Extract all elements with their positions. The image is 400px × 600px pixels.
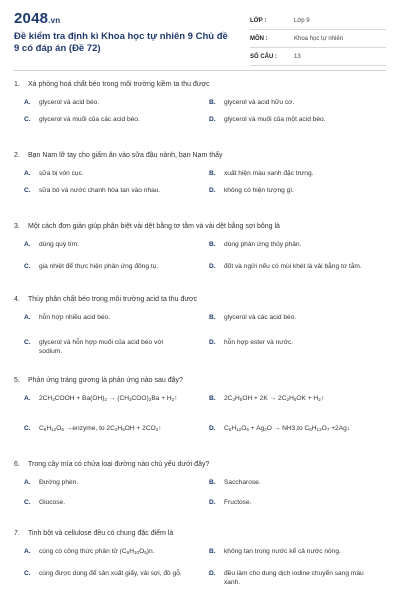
question-text [14,151,386,161]
question-3 [14,222,386,270]
option-letter: C. [24,187,31,194]
formula-text: cùng có công thức phân tử (C [39,548,127,555]
question-stem: Tinh bột và cellulose đều có chung đặc điểm là [28,530,174,537]
question-7 [14,529,386,586]
option-c[interactable] [24,338,184,356]
formula-text: )n. [146,548,155,555]
subscript: 2 [114,427,118,432]
option-b[interactable] [209,478,369,487]
option-d[interactable] [209,424,369,434]
formula-text: H [231,425,237,432]
option-b[interactable] [209,394,369,404]
header-divider [14,70,386,71]
option-text: sữa bị vón cục. [39,170,84,177]
option-letter: C. [24,116,31,123]
question-4 [14,295,386,355]
subscript: 5 [239,397,243,402]
option-c[interactable] [24,262,184,271]
option-text: dùng phản ứng thủy phân. [224,241,302,248]
formula-text: ↑ [158,425,162,432]
meta-value: Lớp 9 [294,17,310,24]
option-text [224,424,369,434]
formula-text: O [139,548,145,555]
option-text: đốt và ngửi nếu có mùi khét là vải bằng tơ tằm. [224,263,362,270]
option-letter: A. [24,548,31,555]
option-letter: A. [24,99,31,106]
question-number: 2. [14,152,20,159]
question-stem: Xà phòng hoá chất béo trong môi trường kiềm ta thu được [28,81,210,88]
document-title: Đề kiểm tra định kì Khoa học tự nhiên 9 Chủ đề 9 có đáp án (Đề 72) [14,31,228,54]
formula-text: → (CH [106,395,129,402]
option-letter: D. [209,339,216,346]
subscript: 2 [286,397,290,402]
option-text [39,394,184,404]
option-text: dùng quỳ tím. [39,241,79,248]
option-letter: D. [209,263,216,270]
formula-text: ↑ [174,395,178,402]
option-text: cùng được dùng để sản xuất giấy, vải sợi, đồ gỗ. [39,570,182,577]
formula-text: O [56,425,62,432]
option-d[interactable] [209,115,369,124]
option-a[interactable] [24,547,184,557]
subscript: 12 [51,427,57,432]
formula-text: H [129,548,134,555]
option-text: Glucose. [39,499,66,506]
formula-text: O [241,425,247,432]
option-letter: B. [209,99,216,106]
option-text: hỗn hợp nhiều acid béo. [39,314,111,321]
option-text: Đường phèn. [39,479,79,486]
subscript: 2 [318,397,321,402]
option-a[interactable] [24,478,184,487]
meta-value: 13 [294,53,301,60]
formula-text: OH + 2CO [124,425,156,432]
formula-text: O → NH3,to C [266,425,310,432]
formula-text: 2CH [39,395,53,402]
question-6 [14,460,386,506]
formula-text: OH + 2K → 2C [242,395,287,402]
subscript: 6 [61,427,64,432]
formula-text: OK + H [296,395,319,402]
option-letter: A. [24,479,31,486]
option-text [224,394,369,404]
option-text: đều làm cho dung dịch iodine chuyển sang màu xanh. [224,570,364,586]
option-text: hỗn hợp ester và nước. [224,339,294,346]
subscript: 6 [126,550,130,555]
subscript: 5 [144,550,147,555]
option-text: glycerol và muối của một acid béo. [224,116,326,123]
subscript: 6 [228,427,232,432]
option-letter: C. [24,263,31,270]
formula-text: H [46,425,52,432]
option-letter: B. [209,395,216,402]
option-letter: C. [24,425,31,432]
question-text [14,460,386,470]
option-letter: D. [209,570,216,577]
option-letter: D. [209,116,216,123]
option-text: glycerol và acid hữu cơ. [224,99,295,106]
formula-text: H [311,425,317,432]
option-a[interactable] [24,240,184,249]
meta-row-count [250,48,386,66]
question-stem: Phản ứng tráng gương là phản ứng nào sau đây? [28,377,183,384]
option-letter: B. [209,479,216,486]
question-stem: Bạn Nam lỡ tay cho giấm ăn vào sữa đậu nành, bạn Nam thấy [28,152,223,159]
option-letter: B. [209,548,216,555]
subscript: 5 [122,427,125,432]
option-text: gia nhiệt để thực hiện phản ứng đông tụ. [39,263,159,270]
option-letter: B. [209,314,216,321]
question-number: 1. [14,81,20,88]
option-letter: C. [24,570,31,577]
option-letter: A. [24,314,31,321]
formula-text: +2Ag↓ [329,425,351,432]
option-c[interactable] [24,569,184,578]
option-letter: D. [209,187,216,194]
option-a[interactable] [24,98,184,107]
subscript: 3 [52,397,55,402]
option-text: không có hiện tượng gì. [224,187,294,194]
question-stem: Trong cây mía có chứa loại đường nào chủ yếu dưới đây? [28,461,210,468]
question-stem: Thủy phân chất béo trong môi trường acid ta thu được [28,296,198,303]
header [14,10,386,66]
meta-label: SỐ CÂU : [250,53,277,60]
option-c[interactable] [24,498,184,507]
question-stem: Một cách đơn giản giúp phân biệt vải dệt bằng tơ tằm và vải dệt bằng sợi bông là [28,223,280,230]
option-b[interactable] [209,547,369,556]
meta-label: LỚP : [250,17,267,24]
option-b[interactable] [209,98,369,107]
option-text: glycerol và muối của các acid béo. [39,116,140,123]
option-letter: A. [24,170,31,177]
option-b[interactable] [209,169,369,178]
formula-text: COO) [131,395,149,402]
question-text [14,295,386,305]
option-a[interactable] [24,169,184,178]
formula-text: + Ag [248,425,265,432]
option-letter: D. [209,425,216,432]
meta-row-subject [250,30,386,48]
subscript: 2 [155,427,159,432]
option-text: glycerol và acid béo. [39,99,100,106]
site-logo[interactable] [14,10,60,27]
meta-row-class [250,12,386,30]
subscript: 5 [293,397,297,402]
option-letter: A. [24,395,31,402]
option-a[interactable] [24,394,184,404]
question-text [14,222,386,232]
question-1 [14,80,386,123]
subscript: 3 [128,397,132,402]
formula-text: O [321,425,327,432]
question-number: 4. [14,296,20,303]
option-c[interactable] [24,424,184,434]
subscript: 6 [246,427,249,432]
logo-suffix: .vn [48,16,61,25]
subscript: 7 [326,427,330,432]
formula-text: C [224,425,229,432]
subscript: 10 [133,550,140,555]
option-b[interactable] [209,240,369,249]
option-b[interactable] [209,313,369,322]
subscript: 2 [104,397,107,402]
option-letter: A. [24,241,31,248]
formula-text: H [289,395,294,402]
question-number: 5. [14,377,20,384]
option-letter: B. [209,170,216,177]
option-text: không tan trong nước kể cả nước nóng. [224,548,341,555]
option-c[interactable] [24,115,184,124]
question-text [14,529,386,539]
question-text [14,376,386,386]
formula-text: C [39,425,44,432]
option-text: sữa bò và nước chanh hòa tan vào nhau. [39,187,161,194]
option-text [39,547,184,557]
option-letter: D. [209,499,216,506]
formula-text: COOH + Ba(OH) [54,395,105,402]
question-number: 3. [14,223,20,230]
subscript: 6 [309,427,312,432]
option-d[interactable] [209,569,369,587]
option-letter: C. [24,339,31,346]
option-text: xuất hiện màu xanh đặc trưng. [224,170,314,177]
option-text: glycerol và các acid béo. [224,314,297,321]
option-d[interactable] [209,262,369,271]
subscript: 12 [316,427,322,432]
question-number: 6. [14,461,20,468]
logo-text: 2048 [14,10,49,27]
subscript: 2 [232,397,235,402]
option-a[interactable] [24,313,184,322]
formula-text: →enzyme, to 2C [63,425,115,432]
subscript: 2 [171,397,175,402]
option-letter: B. [209,241,216,248]
meta-label: MÔN : [250,35,268,42]
formula-text: Ba + H [151,395,172,402]
subscript: 2 [264,427,267,432]
option-letter: C. [24,499,31,506]
meta-value: Khoa học tự nhiên [294,35,344,42]
subscript: 12 [236,427,242,432]
subscript: 2 [148,397,152,402]
formula-text: ↑ [320,395,325,402]
question-2 [14,151,386,194]
option-d[interactable] [209,186,369,195]
formula-text: H [117,425,123,432]
question-number: 7. [14,530,20,537]
question-text [14,80,386,90]
meta-table [250,12,386,66]
subscript: 6 [43,427,47,432]
option-text: Saccharose. [224,479,261,486]
option-text [39,424,184,434]
option-d[interactable] [209,338,369,347]
formula-text: 2C [224,395,233,402]
option-text: Fructose. [224,499,252,506]
formula-text: H [235,395,240,402]
option-text: glycerol và hỗn hợp muối của acid béo với sodium. [39,339,164,355]
option-d[interactable] [209,498,369,507]
option-c[interactable] [24,186,184,195]
